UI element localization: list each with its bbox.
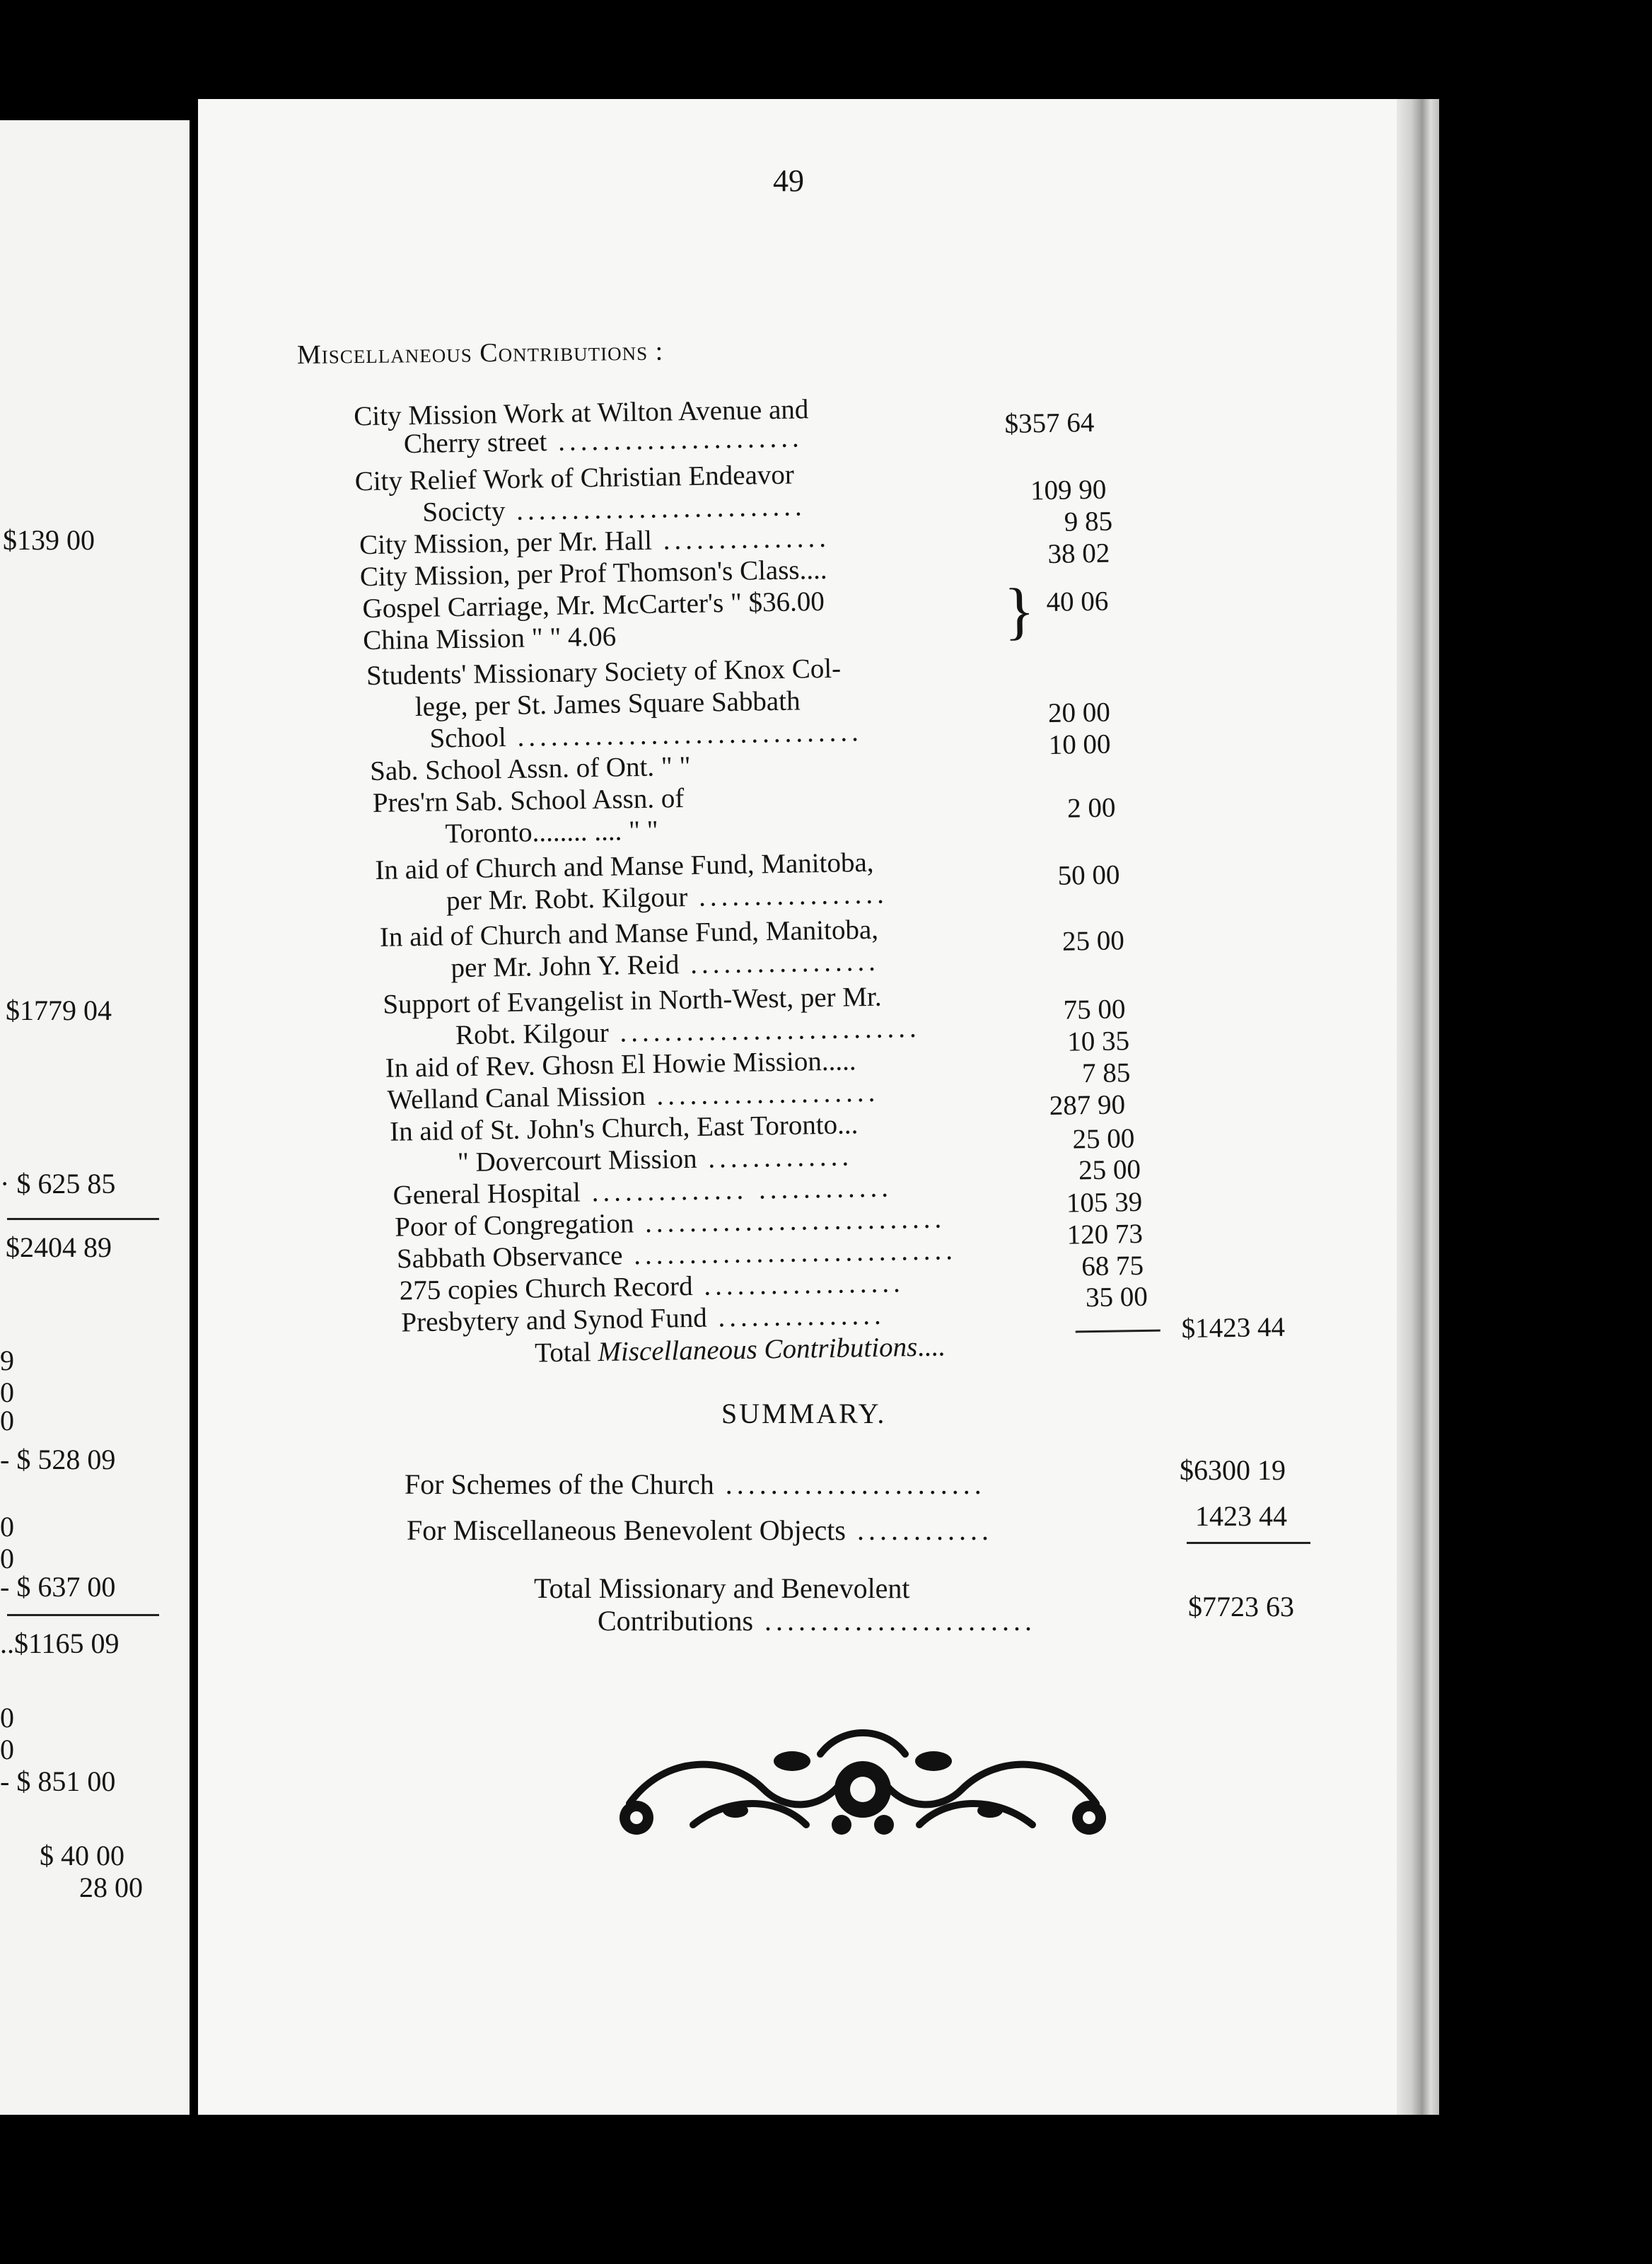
- section-title: Miscellaneous Contributions :: [296, 336, 664, 370]
- amount: 7 85: [1081, 1057, 1131, 1089]
- summary-row: For Miscellaneous Benevolent Objects ............: [407, 1514, 993, 1546]
- list-item: Support of Evangelist in North-West, per Mr.: [383, 981, 882, 1020]
- list-item: Toronto........ .... " ": [445, 815, 658, 849]
- page-number: 49: [773, 163, 804, 198]
- amount: 120 73: [1066, 1218, 1144, 1250]
- list-item: Students' Missionary Society of Knox Col-: [366, 653, 842, 692]
- list-item: In aid of Rev. Ghosn El Howie Mission.....: [385, 1045, 856, 1084]
- list-item: School ...............................: [429, 716, 863, 754]
- list-item: per Mr. John Y. Reid .................: [450, 946, 880, 984]
- list-item: City Relief Work of Christian Endeavor: [354, 459, 795, 497]
- summary-rule: [1187, 1542, 1310, 1544]
- left-fragment: 0: [0, 1376, 14, 1408]
- list-item: Robt. Kilgour ...........................: [455, 1012, 921, 1051]
- list-item: Socicty ..........................: [422, 491, 806, 528]
- amount: $357 64: [1004, 407, 1095, 439]
- amount: 25 00: [1061, 925, 1125, 957]
- left-fragment: - $ 528 09: [0, 1444, 116, 1475]
- left-fragment: - $ 637 00: [0, 1571, 116, 1603]
- subtotal-rule: [1076, 1330, 1161, 1333]
- amount: 10 35: [1067, 1026, 1130, 1057]
- left-fragment: $2404 89: [6, 1231, 112, 1263]
- list-item: Presbytery and Synod Fund ...............: [401, 1299, 885, 1338]
- left-fragment: 0: [0, 1702, 14, 1734]
- list-item: per Mr. Robt. Kilgour .................: [446, 878, 889, 917]
- list-item: Welland Canal Mission ....................: [387, 1076, 880, 1115]
- amount: 68 75: [1081, 1250, 1144, 1282]
- list-item: General Hospital .............. ............: [392, 1172, 893, 1211]
- left-fragment: $139 00: [3, 524, 95, 556]
- amount: 25 00: [1078, 1154, 1141, 1186]
- list-item: Sabbath Observance .............................: [396, 1235, 958, 1275]
- list-item: City Mission, per Mr. Hall ...............: [359, 522, 831, 561]
- list-item: In aid of St. John's Church, East Toronto...: [389, 1109, 859, 1147]
- summary-amount: $6300 19: [1180, 1454, 1286, 1486]
- left-fragment: 0: [0, 1405, 14, 1436]
- list-item: Cherry street ......................: [403, 422, 803, 460]
- left-fragment: 0: [0, 1511, 14, 1543]
- summary-amount: 1423 44: [1195, 1500, 1287, 1532]
- list-item: " Dovercourt Mission .............: [457, 1141, 854, 1178]
- amount: 35 00: [1085, 1281, 1148, 1313]
- summary-row: For Schemes of the Church .......................: [405, 1468, 986, 1500]
- amount: 9 85: [1064, 506, 1113, 538]
- list-item: Pres'rn Sab. School Assn. of: [372, 783, 685, 818]
- list-item: City Mission Work at Wilton Avenue and: [353, 394, 809, 432]
- left-fragment: 0: [0, 1543, 14, 1574]
- list-item: 275 copies Church Record ..................: [399, 1267, 905, 1306]
- left-fragment: · $ 625 85: [0, 1168, 116, 1200]
- list-item: Gospel Carriage, Mr. McCarter's " $36.00: [362, 586, 825, 625]
- amount: 10 00: [1048, 728, 1111, 760]
- left-fragment: $ 40 00: [40, 1840, 124, 1871]
- summary-title: SUMMARY.: [721, 1398, 887, 1429]
- list-item: City Mission, per Prof Thomson's Class....: [359, 554, 827, 593]
- left-fragment: 28 00: [79, 1871, 143, 1903]
- total-misc-label: Total Miscellaneous Contributions....: [534, 1331, 946, 1369]
- brace-icon: }: [1003, 576, 1035, 646]
- left-fragment: 9: [0, 1345, 14, 1376]
- summary-total-label: Total Missionary and Benevolent: [534, 1572, 910, 1604]
- total-misc-amount: $1423 44: [1181, 1311, 1286, 1345]
- amount: 287 90: [1049, 1089, 1126, 1122]
- list-item: In aid of Church and Manse Fund, Manitoba,: [379, 914, 879, 953]
- list-item: In aid of Church and Manse Fund, Manitoba,: [375, 847, 874, 886]
- amount: 75 00: [1063, 994, 1126, 1026]
- amount: 50 00: [1057, 859, 1120, 891]
- list-item: China Mission " " 4.06: [362, 621, 617, 656]
- amount: 40 06: [1046, 586, 1109, 617]
- list-item: Poor of Congregation ...........................: [395, 1203, 946, 1243]
- amount: 25 00: [1072, 1123, 1135, 1155]
- list-item: lege, per St. James Square Sabbath: [414, 685, 801, 723]
- left-fragment: $1779 04: [6, 994, 112, 1026]
- amount: 38 02: [1047, 538, 1110, 569]
- list-item: Sab. School Assn. of Ont. " ": [369, 750, 691, 787]
- amount: 20 00: [1047, 697, 1111, 728]
- summary-total-amount: $7723 63: [1188, 1591, 1294, 1622]
- left-fragment: 0: [0, 1734, 14, 1765]
- amount: 109 90: [1030, 474, 1107, 506]
- left-fragment: ..$1165 09: [0, 1627, 120, 1659]
- amount: 105 39: [1066, 1186, 1143, 1219]
- ornament-icon: [608, 1712, 1117, 1853]
- amount: 2 00: [1066, 792, 1116, 824]
- summary-total-label: Contributions ........................: [598, 1605, 1037, 1637]
- left-fragment: - $ 851 00: [0, 1765, 116, 1797]
